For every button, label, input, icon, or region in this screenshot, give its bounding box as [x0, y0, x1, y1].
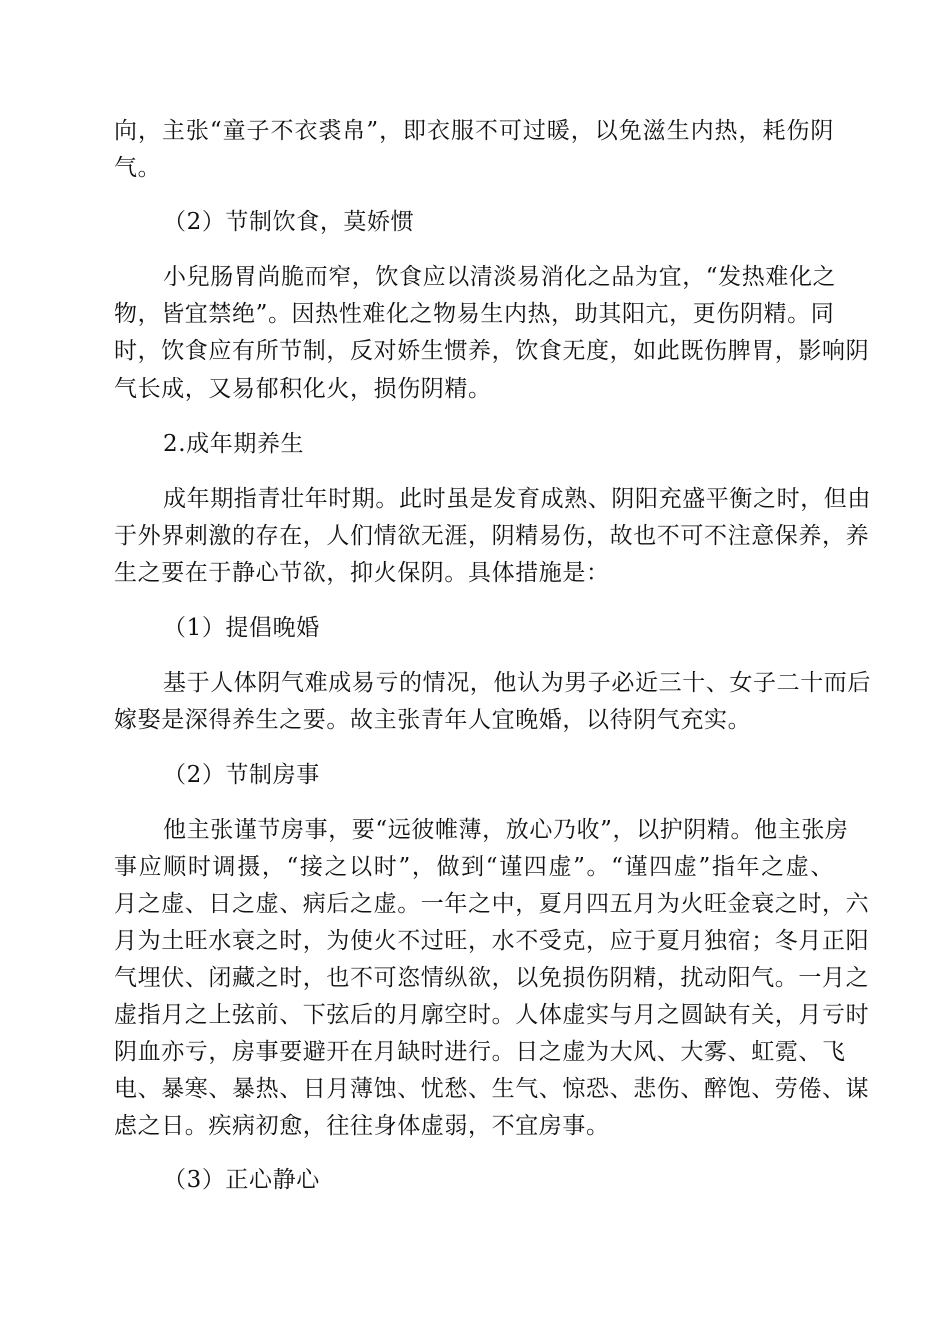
- section-heading: （1）提倡晚婚: [163, 615, 320, 641]
- section-heading: 2.成年期养生: [163, 431, 305, 457]
- paragraph-line: 基于人体阴气难成易亏的情况，他认为男子必近三十、女子二十而后: [163, 670, 871, 696]
- paragraph-line: 小兒肠胃尚脆而窄，饮食应以清淡易消化之品为宜，“发热难化之: [163, 264, 837, 290]
- paragraph-line: 于外界刺激的存在，人们情欲无涯，阴精易伤，故也不可不注意保养，养: [114, 523, 870, 549]
- section-heading: （2）节制饮食，莫娇惯: [163, 209, 415, 235]
- paragraph-line: 时，饮食应有所节制，反对娇生惯养，饮食无度，如此既伤脾胃，影响阴: [114, 338, 870, 364]
- paragraph-line: 气。: [114, 155, 162, 181]
- section-heading: （2）节制房事: [163, 762, 320, 788]
- paragraph-line: 电、暴寒、暴热、日月薄蚀、忧愁、生气、惊恐、悲伤、醉饱、劳倦、谋: [114, 1076, 870, 1102]
- paragraph-line: 向，主张“童子不衣裘帛”，即衣服不可过暖，以免滋生内热，耗伤阴: [114, 118, 834, 144]
- paragraph-line: 月为土旺水衰之时，为使火不过旺，水不受克，应于夏月独宿；冬月正阳: [114, 928, 870, 954]
- paragraph-line: 他主张谨节房事，要“远彼帷薄，放心乃收”，以护阴精。他主张房: [163, 817, 849, 843]
- paragraph-line: 成年期指青壮年时期。此时虽是发育成熟、阴阳充盛平衡之时，但由: [163, 486, 871, 512]
- paragraph-line: 事应顺时调摄，“接之以时”，做到“谨四虚”。“谨四虚”指年之虚、: [114, 854, 834, 880]
- paragraph-line: 虑之日。疾病初愈，往往身体虚弱，不宜房事。: [114, 1113, 610, 1139]
- paragraph-line: 虚指月之上弦前、下弦后的月廓空时。人体虚实与月之圆缺有关，月亏时: [114, 1002, 870, 1028]
- section-heading: （3）正心静心: [163, 1167, 320, 1193]
- paragraph-line: 月之虚、日之虚、病后之虚。一年之中，夏月四五月为火旺金衰之时，六: [114, 891, 870, 917]
- paragraph-line: 物，皆宜禁绝”。因热性难化之物易生内热，助其阳亢，更伤阴精。同: [114, 301, 835, 327]
- paragraph-line: 生之要在于静心节欲，抑火保阴。具体措施是：: [114, 560, 610, 586]
- paragraph-line: 气长成，又易郁积化火，损伤阴精。: [114, 376, 492, 402]
- paragraph-line: 气埋伏、闭藏之时，也不可恣情纵欲，以免损伤阴精，扰动阳气。一月之: [114, 965, 870, 991]
- paragraph-line: 嫁娶是深得养生之要。故主张青年人宜晚婚，以待阴气充实。: [114, 707, 752, 733]
- paragraph-line: 阴血亦亏，房事要避开在月缺时进行。日之虚为大风、大雾、虹霓、飞: [114, 1039, 846, 1065]
